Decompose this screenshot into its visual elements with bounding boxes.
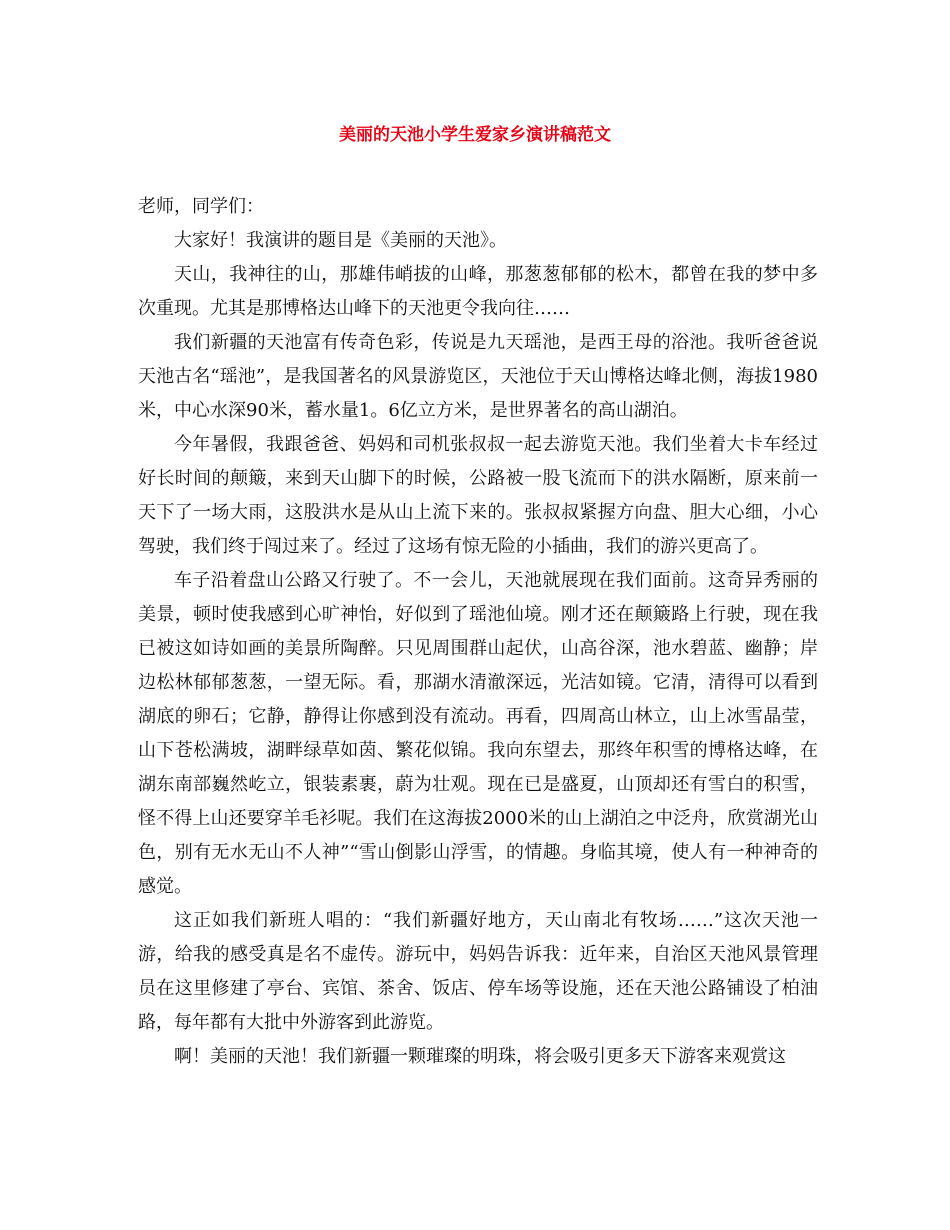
document-title: 美丽的天池小学生爱家乡演讲稿范文 (339, 125, 611, 145)
paragraph-legend: 我们新疆的天池富有传奇色彩，传说是九天瑶池，是西王母的浴池。我听爸爸说天池古名“瑶池”，是我国著名的风景游览区，天池位于天山博格达峰北侧，海拔1980米，中心水深90米，蓄水量1。6亿立方米，是世界著名的高山湖泊。 (138, 332, 818, 421)
paragraph-closing: 啊！美丽的天池！我们新疆一颗璀璨的明珠，将会吸引更多天下游客来观赏这 (174, 1046, 786, 1067)
document-body (138, 190, 818, 1074)
paragraph-journey: 今年暑假，我跟爸爸、妈妈和司机张叔叔一起去游览天池。我们坐着大卡车经过好长时间的颠簸，来到天山脚下的时候，公路被一股飞流而下的洪水隔断，原来前一天下了一场大雨，这股洪水是从山上流下来的。张叔叔紧握方向盘、胆大心细，小心驾驶，我们终于闯过来了。经过了这场有惊无险的小插曲，我们的游兴更高了。 (138, 434, 818, 557)
paragraph-tianshan: 天山，我神往的山，那雄伟峭拔的山峰，那葱葱郁郁的松木，都曾在我的梦中多次重现。尤其是那博格达山峰下的天池更令我向往…… (138, 264, 818, 319)
paragraph-reflection: 这正如我们新班人唱的：“我们新疆好地方，天山南北有牧场……”这次天池一游，给我的感受真是名不虚传。游玩中，妈妈告诉我：近年来，自治区天池风景管理员在这里修建了亭台、宾馆、茶舍、饭店、停车场等设施，还在天池公路铺设了柏油路，每年都有大批中外游客到此游览。 (138, 910, 818, 1033)
salutation: 老师，同学们： (138, 196, 264, 217)
paragraph-greeting: 大家好！我演讲的题目是《美丽的天池》。 (174, 230, 507, 251)
paragraph-scenery: 车子沿着盘山公路又行驶了。不一会儿，天池就展现在我们面前。这奇异秀丽的美景，顿时使我感到心旷神怡，好似到了瑶池仙境。刚才还在颠簸路上行驶，现在我已被这如诗如画的美景所陶醉。只见周围群山起伏，山高谷深，池水碧蓝、幽静；岸边松林郁郁葱葱，一望无际。看，那湖水清澈深远，光洁如镜。它清，清得可以看到湖底的卵石；它静，静得让你感到没有流动。再看，四周高山林立，山上冰雪晶莹，山下苍松满坡，湖畔绿草如茵、繁花似锦。我向东望去，那终年积雪的博格达峰，在湖东南部巍然屹立，银装素裹，蔚为壮观。现在已是盛夏，山顶却还有雪白的积雪，怪不得上山还要穿羊毛衫呢。我们在这海拔2000米的山上湖泊之中泛舟，欣赏湖光山色，别有无水无山不人神”“雪山倒影山浮雪，的情趣。身临其境，使人有一种神奇的感觉。 (138, 570, 818, 897)
